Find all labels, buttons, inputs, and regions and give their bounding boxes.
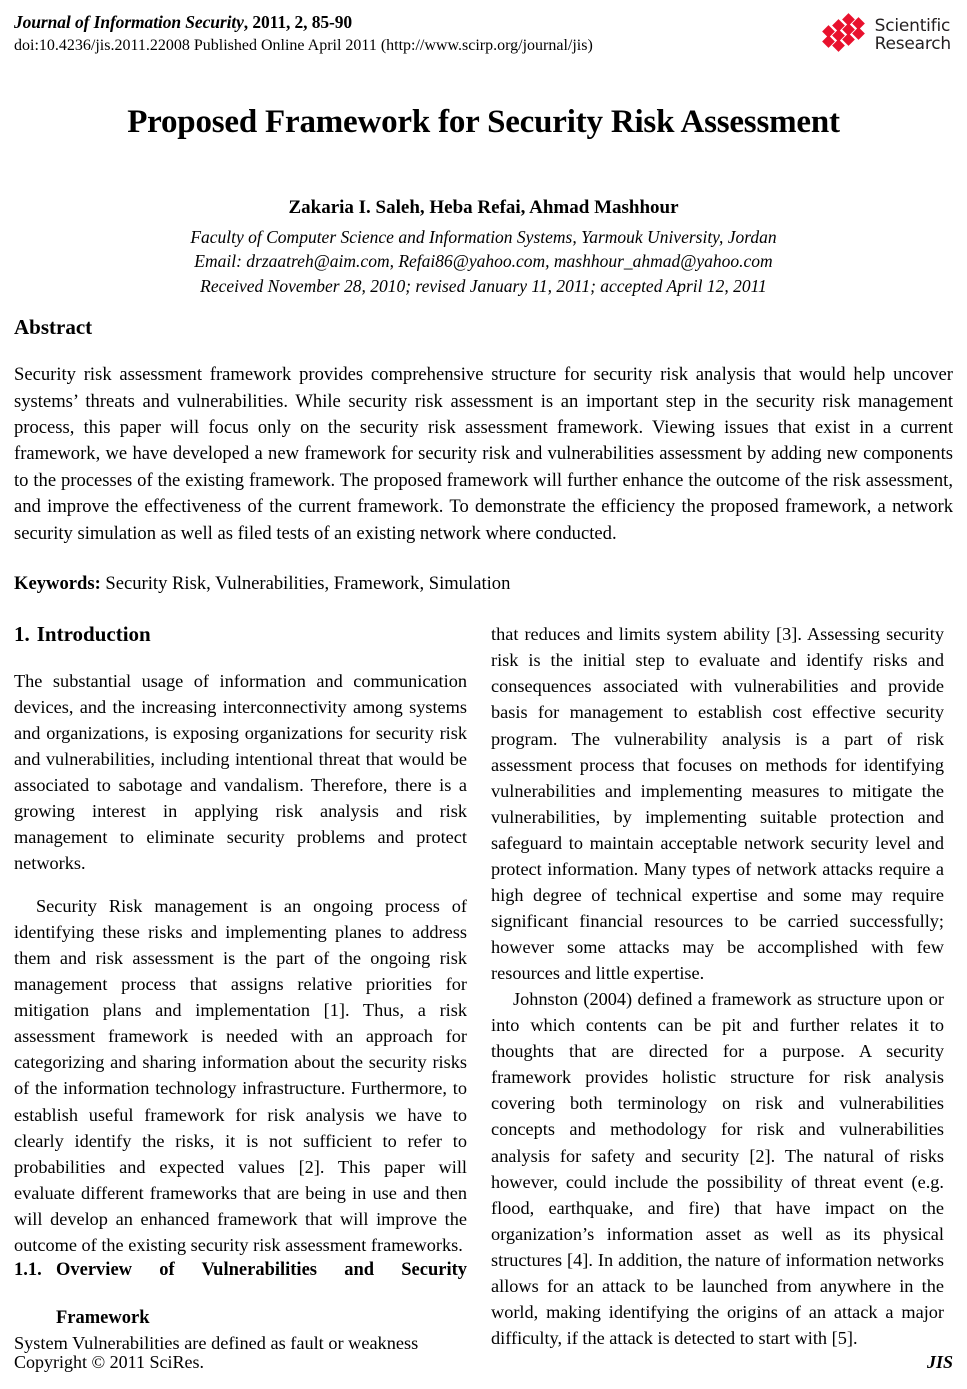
section-heading-introduction [14,621,467,647]
journal-name: Journal of Information Security [14,12,244,32]
subsection-title-line1: Overview of Vulnerabilities and Security [56,1259,467,1280]
scientific-research-diamond-logo-icon [823,14,869,56]
masthead-text [14,12,593,57]
abstract-heading: Abstract [14,315,93,340]
section-number: 1. [14,622,30,647]
subsection-heading-overview [14,1258,467,1330]
affiliation-email: Email: drzaatreh@aim.com, Refai86@yahoo.com, mashhour_ahmad@yahoo.com [194,251,773,272]
publisher-name-line1: Scientific [874,15,951,36]
publisher-logo [823,10,951,60]
overview-paragraph-left: System Vulnerabilities are defined as fault or weakness [14,1333,419,1354]
journal-citation-line [14,12,593,34]
section-title: Introduction [36,622,151,647]
affiliation-block [14,225,953,300]
publisher-name [875,17,951,54]
masthead [14,10,953,66]
footer-journal-abbrev: JIS [926,1352,953,1372]
footer-copyright: Copyright © 2011 SciRes. [14,1352,205,1372]
page-footer [14,1352,953,1373]
body-columns [14,621,953,1354]
keywords-list: Security Risk, Vulnerabilities, Framework, Simulation [100,572,511,594]
journal-volume-pages: , 2011, 2, 85-90 [243,12,353,32]
subsection-title-line2: Framework [56,1308,150,1328]
page-title: Proposed Framework for Security Risk Assessment [127,104,840,140]
doi-line: doi:10.4236/jis.2011.22008 Published Online April 2011 (http://www.scirp.org/journal/jis) [14,36,593,54]
keywords-label: Keywords: [14,572,101,594]
left-column [14,621,467,1354]
right-column [491,621,944,1348]
abstract-text: Security risk assessment framework provides comprehensive structure for security risk analysis that would help uncover systems’ threats and vulnerabilities. While security risk assessment is an important step in the security risk management process, this paper will focus only on the security risk assessment framework. Viewing issues that exist in a current framework, we have developed a new framework for security risk and vulnerabilities assessment by adding new components to the processes of the existing framework. The proposed framework will further enhance the outcome of the risk assessment, and improve the effectiveness of the current framework. To demonstrate the efficiency the proposed framework, a network security simulation as well as filed tests of an existing network where conducted. [14,364,953,544]
subsection-number: 1.1. [14,1259,42,1280]
overview-paragraph-right-1: that reduces and limits system ability [3]. Assessing security risk is the initial step to evaluate and identify risks and consequences associated with vulnerabilities and provide basis for management to establish cost effective security program. The vulnerability analysis is a part of risk assessment process that focuses on methods for identifying vulnerabilities and implementing measures to mitigate the vulnerabilities, by implementing suitable protection and safeguard to maintain acceptable network security level and protect information. Many types of network attacks require a high degree of technical expertise and some may require significant financial resources to be carried successfully; however some attacks may be accomplished with few resources and little expertise. [491,624,944,984]
intro-paragraph-1: The substantial usage of information and communication devices, and the increasing interconnectivity among systems and organizations, is exposing organizations for security risk and vulnerabilities, including intentional threat that would be associated to sabotage and vandalism. Therefore, there is a growing interest in applying risk analysis and risk management to eliminate security problems and protect networks. [14,670,467,873]
affiliation-institution: Faculty of Computer Science and Information Systems, Yarmouk University, Jordan [190,226,777,247]
publisher-name-line2: Research [874,34,951,54]
overview-paragraph-right-2: Johnston (2004) defined a framework as structure upon or into which contents can be pit and further relates it to thoughts that are directed for a purpose. A security framework provides holistic structure for risk analysis covering both terminology on risk and vulnerabilities concepts and methodology for risk and vulnerabilities analysis for safety and security [2]. The natural of risks however, could include the possibility of threat event (e.g. flood, earthquake, and fire) that have impact on the organization’s information asset as well as its physical structures [4]. In addition, the nature of information networks allows for an attack to be launched from anywhere in the world, making identifying the origins of an attack a major difficulty, if the attack is detected to start with [5]. [491,989,944,1348]
keywords-line [14,571,953,597]
author-list: Zakaria I. Saleh, Heba Refai, Ahmad Mashhour [288,196,679,218]
intro-paragraph-2: Security Risk management is an ongoing process of identifying these risks and implementing planes to address them and risk assessment is the part of the ongoing risk management process that assigns relative priorities for mitigation plans and implementation [1]. Thus, a risk assessment framework is needed with an approach for categorizing and sharing information about the security risks of the information technology infrastructure. Furthermore, to establish useful framework for risk analysis we have to clearly identify the risks, it is not sufficient to refer to probabilities and expected values [2]. This paper will evaluate different frameworks that are being in use and then will develop an enhanced framework that will improve the outcome of the existing security risk assessment frameworks. [14,896,467,1255]
affiliation-dates: Received November 28, 2010; revised January 11, 2011; accepted April 12, 2011 [200,276,767,297]
